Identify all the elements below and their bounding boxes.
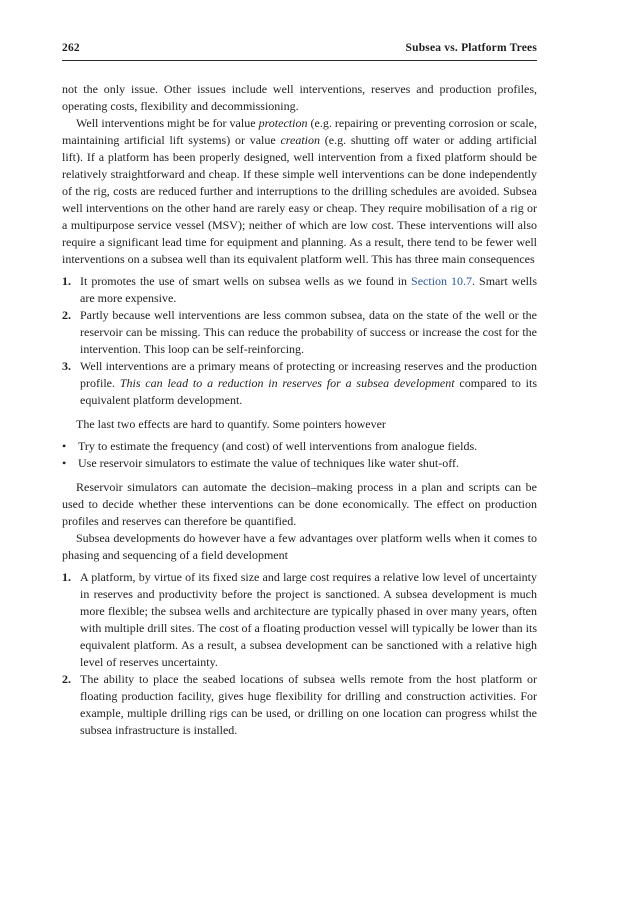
list-item (62, 671, 537, 739)
list-item-text: A platform, by virtue of its fixed size and large cost requires a relative low level of uncertainty in reserves and productivity before the project is sanctioned. A subsea development is much more flexible; the subsea wells and architecture are typically phased in over many years, often with multiple drill sites. The cost of a floating production vessel will typically be lower than its equivalent platform. As a result, a subsea development can be sanctioned with a relative high level of reserves uncertainty. (80, 570, 537, 669)
paragraph-intro: not the only issue. Other issues include well interventions, reserves and production profiles, operating costs, flexibility and decommissioning. (62, 82, 537, 113)
list-item (62, 455, 537, 472)
list-item (62, 307, 537, 358)
list-item (62, 273, 537, 307)
list-item-text: Use reservoir simulators to estimate the value of techniques like water shut-off. (78, 456, 459, 470)
numbered-list-consequences (62, 273, 537, 409)
section-10-7-link[interactable]: Section 10.7 (411, 274, 473, 288)
list-item (62, 358, 537, 409)
text-run: . Smart wells are more expensive. (80, 274, 537, 305)
list-marker: 3. (62, 359, 71, 373)
bullet-icon: • (62, 439, 67, 453)
running-head-title: Subsea vs. Platform Trees (405, 42, 537, 54)
page-body (62, 81, 537, 739)
text-run: It promotes the use of smart wells on subsea wells as we found in (80, 274, 412, 288)
numbered-list-advantages (62, 569, 537, 739)
page-number: 262 (62, 42, 80, 54)
paragraph-well-interventions (62, 115, 537, 268)
emphasis-protection: protection (258, 116, 308, 130)
text-run: (e.g. shutting off water or adding artificial lift). If a platform has been properly designed, well intervention from a fixed platform should be relatively straightforward and cheap. If these simple well interventions can be done independently of the rig, costs are reduced further and interruptions to the drilling schedules are avoided. Subsea well interventions on the other hand are rarely easy or cheap. They require mobilisation of a rig or a multipurpose service vessel (MSV); neither of which are low cost. These interventions will also require a significant lead time for equipment and planning. As a result, there tend to be fewer well interventions on a subsea well than its equivalent platform well. This has three main consequences (62, 133, 537, 266)
paragraph-simulators: Reservoir simulators can automate the decision–making process in a plan and scripts can be used to decide whether these interventions can be done economically. The effect on production profiles and reserves can therefore be quantified. (62, 480, 537, 528)
bullet-icon: • (62, 456, 67, 470)
list-item (62, 569, 537, 671)
emphasis-creation: creation (280, 133, 321, 147)
list-item-text: Partly because well interventions are less common subsea, data on the state of the well or the reservoir can be missing. This can reduce the probability of success or increase the cost for the intervention. This loop can be self-reinforcing. (80, 308, 537, 356)
page-header (62, 42, 537, 54)
paragraph-pointers: The last two effects are hard to quantify. Some pointers however (76, 417, 386, 431)
text-run: compared to its equivalent platform development. (80, 376, 537, 407)
emphasis-reserves-reduction: This can lead to a reduction in reserves for a subsea development (119, 376, 455, 390)
list-item-text: The ability to place the seabed locations of subsea wells remote from the host platform or floating production facility, gives huge flexibility for drilling and construction activities. For example, multiple drilling rigs can be used, or drilling on one location can progress whilst the subsea infrastructure is installed. (80, 672, 537, 737)
list-marker: 1. (62, 570, 71, 584)
text-run: Well interventions might be for value (76, 116, 259, 130)
header-rule (62, 60, 537, 61)
list-marker: 1. (62, 274, 71, 288)
list-item-text (80, 273, 537, 307)
list-marker: 2. (62, 672, 71, 686)
list-marker: 2. (62, 308, 71, 322)
bullet-list-pointers (62, 438, 537, 472)
paragraph-subsea-advantages: Subsea developments do however have a few advantages over platform wells when it comes to phasing and sequencing of a field development (62, 531, 537, 562)
list-item-text: Try to estimate the frequency (and cost) of well interventions from analogue fields. (78, 439, 478, 453)
list-item (62, 438, 537, 455)
text-run: Well interventions are a primary means of protecting or increasing reserves and the production profile. (80, 359, 537, 390)
list-item-text (80, 358, 537, 409)
text-run: (e.g. repairing or preventing corrosion or scale, maintaining artificial lift systems) or value (62, 116, 538, 147)
